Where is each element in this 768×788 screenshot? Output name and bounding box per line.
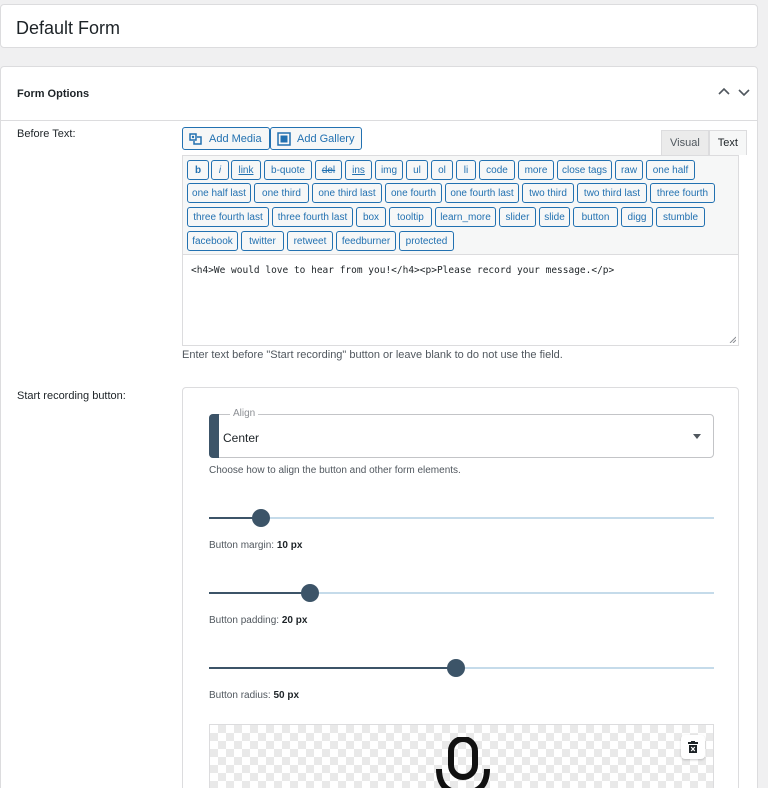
qt-two-third-button[interactable]: two third (522, 183, 574, 203)
qt-del-button[interactable]: del (315, 160, 342, 180)
qt-slide-button[interactable]: slide (539, 207, 570, 227)
media-icon (189, 132, 203, 146)
button-padding-text: Button padding: (209, 615, 280, 626)
qt-button-button[interactable]: button (573, 207, 618, 227)
qt-box-button[interactable]: box (356, 207, 386, 227)
qt-one-half-button[interactable]: one half (646, 160, 695, 180)
microphone-icon[interactable] (435, 737, 491, 788)
chevron-up-icon[interactable] (717, 85, 731, 99)
qt-i-button[interactable]: i (211, 160, 229, 180)
qt-ins-button[interactable]: ins (345, 160, 372, 180)
resize-grip-icon[interactable] (729, 336, 736, 343)
qt-learn-more-button[interactable]: learn_more (435, 207, 496, 227)
button-radius-text: Button radius: (209, 690, 271, 701)
add-media-button[interactable] (182, 127, 270, 150)
qt-twitter-button[interactable]: twitter (241, 231, 284, 251)
gallery-icon (277, 132, 291, 146)
align-value: Center (223, 431, 260, 445)
qt-facebook-button[interactable]: facebook (187, 231, 238, 251)
qt-more-button[interactable]: more (518, 160, 554, 180)
align-select[interactable] (209, 408, 714, 458)
qt-three-fourth-button[interactable]: three fourth (650, 183, 715, 203)
align-help: Choose how to align the button and other form elements. (209, 465, 461, 476)
qt-ul-button[interactable]: ul (406, 160, 428, 180)
qt-three-fourth-last-button-2[interactable]: three fourth last (272, 207, 353, 227)
qt-tooltip-button[interactable]: tooltip (389, 207, 432, 227)
add-gallery-label: Add Gallery (297, 132, 355, 145)
qt-li-button[interactable]: li (456, 160, 476, 180)
button-margin-label (209, 540, 302, 551)
editor-content: <h4>We would love to hear from you!</h4><p>Please record your message.</p> (191, 265, 615, 276)
qt-b-button[interactable]: b (187, 160, 209, 180)
qt-close-tags-button[interactable]: close tags (557, 160, 612, 180)
align-legend: Align (230, 408, 258, 419)
caret-down-icon (693, 434, 701, 439)
panel-header[interactable] (1, 67, 757, 121)
qt-one-fourth-button[interactable]: one fourth (385, 183, 442, 203)
add-gallery-button[interactable] (270, 127, 362, 150)
qt-one-half-last-button[interactable]: one half last (187, 183, 251, 203)
button-radius-value: 50 px (273, 690, 300, 701)
tab-visual[interactable]: Visual (661, 130, 709, 155)
slider-fill (209, 592, 310, 594)
button-margin-value: 10 px (276, 540, 303, 551)
qt-raw-button[interactable]: raw (615, 160, 643, 180)
button-padding-slider[interactable] (209, 583, 714, 603)
qt-two-third-last-button[interactable]: two third last (577, 183, 647, 203)
trash-icon (687, 741, 699, 754)
qt-link-button[interactable]: link (231, 160, 261, 180)
qt-ol-button[interactable]: ol (431, 160, 453, 180)
button-preview (209, 724, 714, 788)
button-margin-slider[interactable] (209, 508, 714, 528)
button-margin-text: Button margin: (209, 540, 275, 551)
slider-thumb[interactable] (301, 584, 319, 602)
chevron-down-icon[interactable] (737, 85, 751, 99)
qt-stumble-button[interactable]: stumble (656, 207, 705, 227)
qt-three-fourth-last-button[interactable]: three fourth last (187, 207, 269, 227)
button-radius-label (209, 690, 299, 701)
slider-thumb[interactable] (447, 659, 465, 677)
slider-fill (209, 667, 456, 669)
qt-protected-button[interactable]: protected (399, 231, 454, 251)
slider-track (209, 517, 714, 519)
qt-one-fourth-last-button[interactable]: one fourth last (445, 183, 519, 203)
qt-one-third-last-button[interactable]: one third last (312, 183, 382, 203)
slider-thumb[interactable] (252, 509, 270, 527)
qt-one-third-button[interactable]: one third (254, 183, 309, 203)
qt-img-button[interactable]: img (375, 160, 403, 180)
delete-button[interactable] (681, 735, 705, 759)
add-media-label: Add Media (209, 132, 262, 145)
qt-digg-button[interactable]: digg (621, 207, 653, 227)
start-recording-label: Start recording button: (17, 390, 126, 402)
qt-retweet-button[interactable]: retweet (287, 231, 333, 251)
panel-title: Form Options (17, 88, 90, 100)
form-title-box[interactable] (0, 4, 758, 48)
qt-code-button[interactable]: code (479, 160, 515, 180)
qt-feedburner-button[interactable]: feedburner (336, 231, 396, 251)
select-accent-bar (209, 414, 219, 458)
button-padding-value: 20 px (281, 615, 308, 626)
before-text-help: Enter text before "Start recording" button or leave blank to do not use the field. (182, 349, 563, 361)
quicktags-toolbar (182, 155, 739, 254)
qt-slider-button[interactable]: slider (499, 207, 536, 227)
button-padding-label (209, 615, 307, 626)
tab-text[interactable]: Text (709, 130, 747, 155)
start-recording-card (182, 387, 739, 788)
button-radius-slider[interactable] (209, 658, 714, 678)
before-text-label: Before Text: (17, 128, 76, 140)
qt-bquote-button[interactable]: b-quote (264, 160, 312, 180)
form-title[interactable]: Default Form (16, 18, 121, 38)
before-text-textarea[interactable] (182, 254, 739, 346)
